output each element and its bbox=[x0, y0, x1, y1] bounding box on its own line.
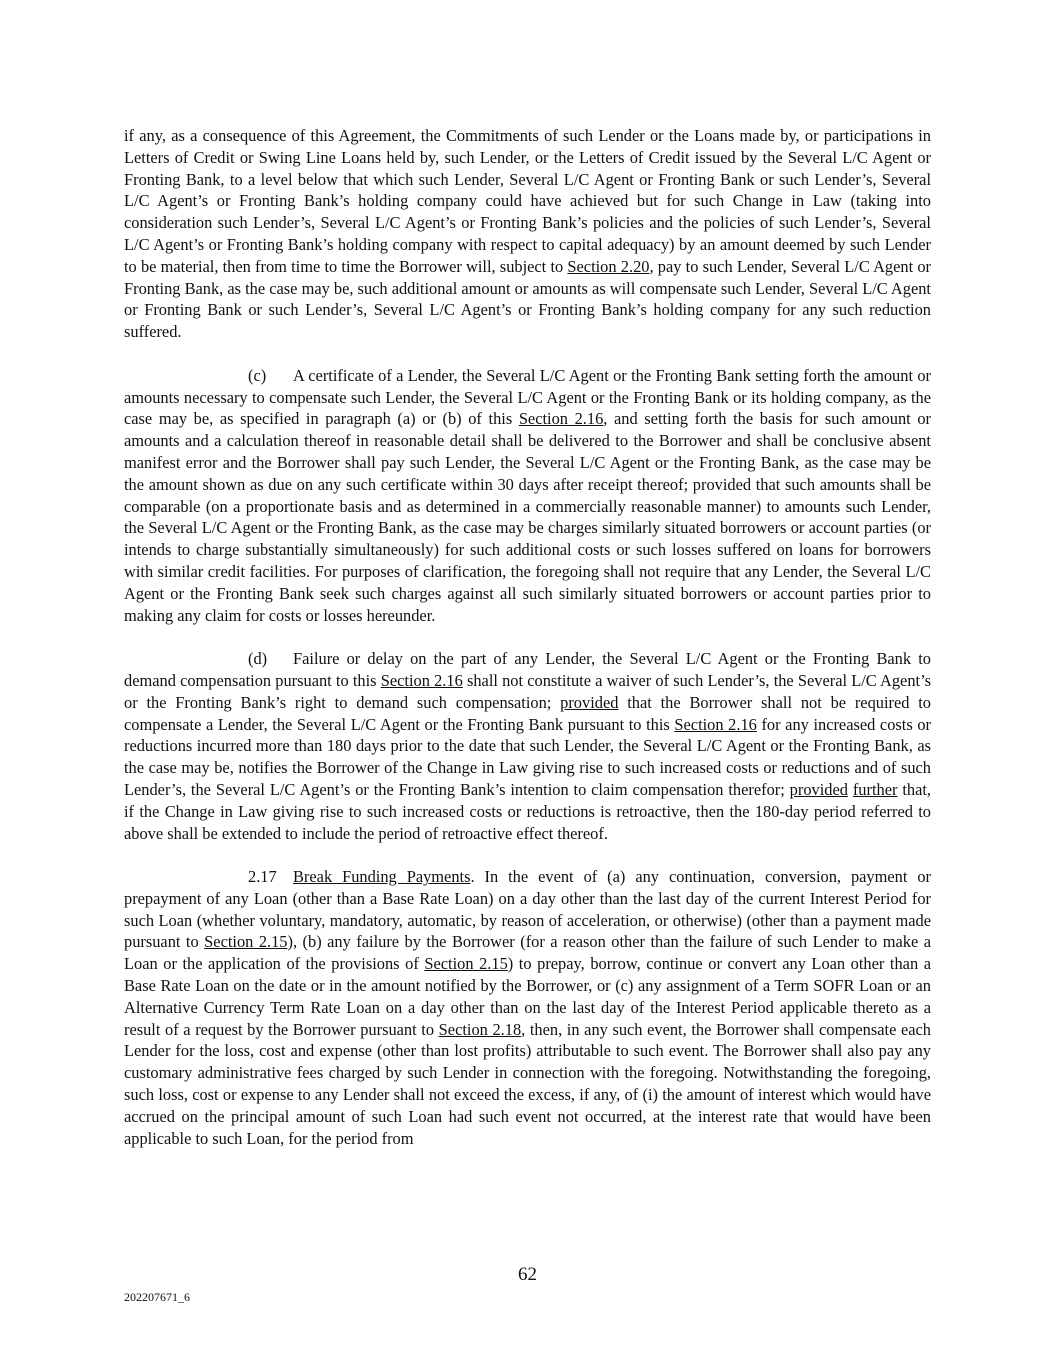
paragraph-b-continuation bbox=[124, 125, 931, 343]
paragraph-label: (c) bbox=[248, 365, 267, 385]
defined-term: provided bbox=[789, 779, 848, 799]
text: A certificate of a Lender, the Several L/C Agent or the Fronting Bank setting forth the amount or amounts necessary to compensate such Lender, the Several L/C Agent or the Fronting Bank or its holding company, as the case may be, as specified in paragraph (a) or (b) of this bbox=[124, 365, 931, 429]
text: for any increased costs or reductions incurred more than 180 days prior to the date that such Lender, the Several L/C Agent or the Fronting Bank, as the case may be, notifies the Borrower of the Change in Law giving rise to such increased costs or reductions and of such Lender’s, the Several L/C Agent’s or the Fronting Bank’s intention to claim compensation therefor; bbox=[124, 714, 931, 799]
defined-term: provided bbox=[560, 692, 619, 712]
paragraph-d bbox=[124, 648, 931, 844]
text: ), (b) any failure by the Borrower (for a reason other than the failure of such Lender to make a Loan or the application of the provisions of bbox=[124, 932, 931, 974]
section-2-17 bbox=[124, 866, 931, 1149]
section-heading: Break Funding Payments bbox=[293, 867, 471, 887]
cross-reference: Section 2.16 bbox=[674, 714, 757, 734]
cross-reference: Section 2.15 bbox=[424, 954, 508, 974]
text: if any, as a consequence of this Agreement, the Commitments of such Lender or the Loans made by, or participations in Letters of Credit or Swing Line Loans held by, such Lender, or the Letters of Credit issued by the Several L/C Agent or Fronting Bank, to a level below that which such Lender, Several L/C Agent or Fronting Bank or such Lender’s, Several L/C Agent’s or Fronting Bank’s holding company could have achieved but for such Change in Law (taking into consideration such Lender’s, Several L/C Agent’s or Fronting Bank’s policies and the policies of such Lender’s, Several L/C Agent’s or Fronting Bank’s holding company with respect to capital adequacy) by an amount deemed by such Lender to be material, then from time to time the Borrower will, subject to bbox=[124, 126, 931, 276]
cross-reference: Section 2.16 bbox=[518, 409, 604, 429]
section-number: 2.17 bbox=[248, 867, 277, 887]
cross-reference: Section 2.15 bbox=[204, 932, 288, 952]
paragraph-c bbox=[124, 365, 931, 627]
document-body bbox=[124, 125, 931, 1171]
text: ) to prepay, borrow, continue or convert any Loan other than a Base Rate Loan on the date or in the amount notified by the Borrower, or (c) any assignment of a Term SOFR Loan or an Alternative Currency Term Rate Loan on a day other than on the last day of the Interest Period applicable thereto as a result of a request by the Borrower pursuant to bbox=[124, 954, 931, 1039]
text: , then, in any such event, the Borrower shall compensate each Lender for the loss, cost and expense (other than lost profits) attributable to such event. The Borrower shall also pay any customary administrative fees charged by such Lender in connection with the foregoing. Notwithstanding the foregoing, such loss, cost or expense to any Lender shall not exceed the excess, if any, of (i) the amount of interest which would have accrued on the principal amount of such Loan had such event not occurred, at the interest rate that would have been applicable to such Loan, for the period from bbox=[124, 1019, 931, 1148]
text: that, if the Change in Law giving rise to such increased costs or reductions is retroactive, then the 180-day period referred to above shall be extended to include the period of retroactive effect thereof. bbox=[124, 779, 931, 843]
text: Failure or delay on the part of any Lender, the Several L/C Agent or the Fronting Bank to demand compensation pursuant to this bbox=[124, 649, 931, 690]
text: . In the event of (a) any continuation, conversion, payment or prepayment of any Loan (other than a Base Rate Loan) on a day other than the last day of the current Interest Period for such Loan (whether voluntary, mandatory, automatic, by reason of acceleration, or otherwise) (other than a payment made pursuant to bbox=[124, 867, 931, 952]
text: shall not constitute a waiver of such Lender’s, the Several L/C Agent’s or the Fronting Bank’s right to demand such compensation; bbox=[124, 670, 931, 712]
paragraph-label: (d) bbox=[248, 649, 268, 669]
document-id: 202207671_6 bbox=[124, 1290, 190, 1304]
text: that the Borrower shall not be required to compensate a Lender, the Several L/C Agent or the Fronting Bank pursuant to this bbox=[124, 692, 932, 734]
text: , pay to such Lender, Several L/C Agent or Fronting Bank, as the case may be, such additional amount or amounts as will compensate such Lender, Several L/C Agent or Fronting Bank or such Lender’s, Several L/C Agent’s or Fronting Bank’s holding company for any such reduction suffered. bbox=[124, 256, 931, 342]
cross-reference: Section 2.16 bbox=[380, 670, 463, 690]
page-number: 62 bbox=[518, 1264, 537, 1285]
text: , and setting forth the basis for such amount or amounts and a calculation thereof in reasonable detail shall be delivered to the Borrower and shall be conclusive absent manifest error and the Borrower shall pay such Lender, the Several L/C Agent or the Fronting Bank, as the case may be the amount shown as due on any such certificate within 30 days after receipt thereof; provided that such amounts shall be comparable (on a proportionate basis and as determined in a commercially reasonable manner) to amounts such Lender, the Several L/C Agent or the Fronting Bank, as the case may be charges similarly situated borrowers or account parties (or intends to charge substantially simultaneously) for such additional costs or such losses suffered on loans for borrowers with similar credit facilities. For purposes of clarification, the foregoing shall not require that any Lender, the Several L/C Agent or the Fronting Bank seek such charges against all such similarly situated borrowers or account parties prior to making any claim for costs or losses hereunder. bbox=[124, 409, 931, 625]
cross-reference: Section 2.20 bbox=[567, 256, 650, 276]
defined-term: further bbox=[852, 779, 898, 799]
cross-reference: Section 2.18 bbox=[438, 1019, 522, 1039]
